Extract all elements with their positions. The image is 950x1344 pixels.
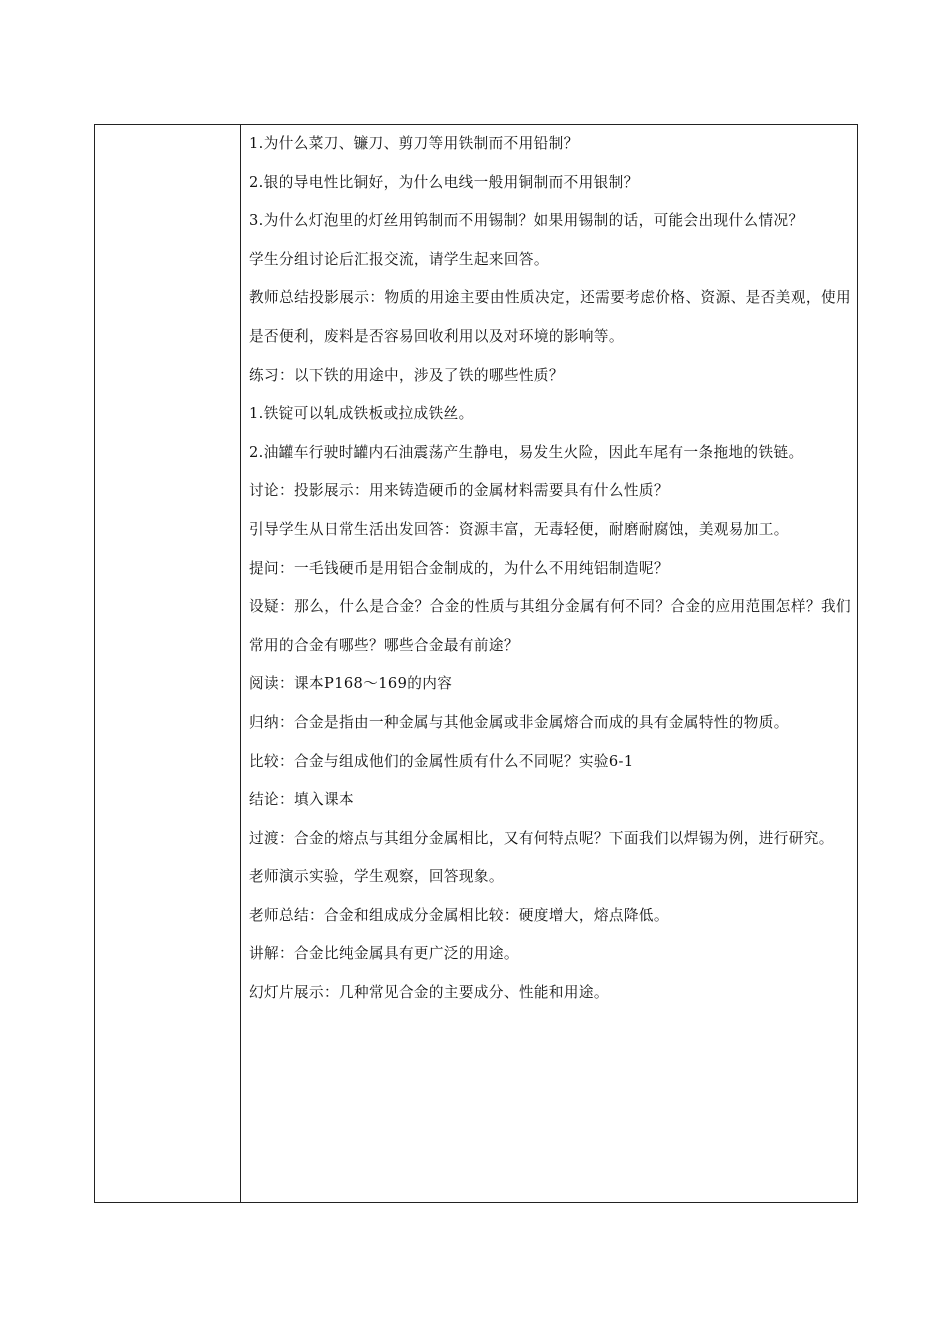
paragraph: 提问：一毛钱硬币是用铝合金制成的，为什么不用纯铝制造呢？: [249, 559, 669, 577]
paragraph: 学生分组讨论后汇报交流，请学生起来回答。: [249, 250, 549, 268]
paragraph: 3.为什么灯泡里的灯丝用钨制而不用锡制？如果用锡制的话，可能会出现什么情况？: [249, 212, 804, 230]
paragraph: 练习：以下铁的用途中，涉及了铁的哪些性质？: [249, 366, 564, 384]
paragraph: 讲解：合金比纯金属具有更广泛的用途。: [249, 945, 519, 963]
paragraph: 1.铁锭可以轧成铁板或拉成铁丝。: [249, 405, 474, 423]
paragraph: 比较：合金与组成他们的金属性质有什么不同呢？实验6-1: [249, 752, 634, 770]
paragraph: 过渡：合金的熔点与其组分金属相比，又有何特点呢？下面我们以焊锡为例，进行研究。: [249, 829, 834, 847]
paragraph: 设疑：那么，什么是合金？合金的性质与其组分金属有何不同？合金的应用范围怎样？我们常用的合金有哪些？哪些合金最有前途？: [249, 598, 851, 654]
paragraph: 幻灯片展示：几种常见合金的主要成分、性能和用途。: [249, 984, 609, 1002]
paragraph: 阅读：课本P168～169的内容: [249, 675, 453, 693]
paragraph: 1.为什么菜刀、镰刀、剪刀等用铁制而不用铅制？: [249, 135, 579, 152]
table-left-cell: [95, 125, 241, 1202]
paragraph: 2.油罐车行驶时罐内石油震荡产生静电，易发生火险，因此车尾有一条拖地的铁链。: [249, 443, 804, 461]
table-right-cell: [241, 125, 857, 1202]
paragraph: 引导学生从日常生活出发回答：资源丰富，无毒轻便，耐磨耐腐蚀，美观易加工。: [249, 520, 789, 538]
lesson-plan-table: [94, 124, 858, 1203]
paragraph-list: [249, 125, 851, 1013]
paragraph: 老师总结：合金和组成成分金属相比较：硬度增大，熔点降低。: [249, 906, 669, 924]
paragraph: 归纳：合金是指由一种金属与其他金属或非金属熔合而成的具有金属特性的物质。: [249, 713, 789, 731]
paragraph: 结论：填入课本: [249, 791, 354, 809]
paragraph: 讨论：投影展示：用来铸造硬币的金属材料需要具有什么性质？: [249, 482, 669, 500]
paragraph: 教师总结投影展示：物质的用途主要由性质决定，还需要考虑价格、资源、是否美观，使用是否便利，废料是否容易回收利用以及对环境的影响等。: [249, 289, 851, 345]
paragraph: 老师演示实验，学生观察，回答现象。: [249, 868, 504, 886]
paragraph: 2.银的导电性比铜好，为什么电线一般用铜制而不用银制？: [249, 173, 639, 191]
